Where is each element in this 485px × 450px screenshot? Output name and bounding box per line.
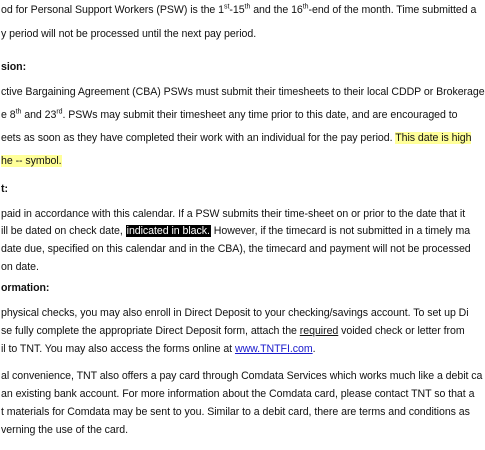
pay-period-line-2: y period will not be processed until the next pay period.	[1, 28, 257, 40]
superscript: th	[15, 108, 22, 116]
payment-line-2	[1, 225, 470, 238]
text-run: -15	[229, 4, 245, 16]
submission-line-4	[1, 155, 62, 168]
submission-line-3	[1, 132, 471, 145]
submission-line-2	[1, 109, 457, 122]
text-run: voided check or letter from	[338, 325, 465, 337]
text-run: and 23	[21, 109, 57, 121]
text-run: .	[312, 343, 316, 355]
information-line-5: an existing bank account. For more information about the Comdata card, please contact TNT so that a	[1, 388, 475, 400]
information-line-6: t materials for Comdata may be sent to you. Similar to a debit card, there are terms and conditions as	[1, 406, 470, 418]
text-run: e 8	[1, 109, 16, 121]
submission-heading: sion:	[1, 61, 27, 73]
superscript: th	[244, 3, 251, 11]
text-run: However, if the timecard is not submitted in a timely ma	[210, 225, 471, 237]
text-run: se fully complete the appropriate Direct Deposit form, attach the	[1, 325, 300, 337]
payment-line-3: date due, specified on this calendar and in the CBA), the timecard and payment will not be processed	[1, 243, 471, 255]
information-heading: ormation:	[1, 282, 50, 294]
superscript: th	[302, 3, 309, 11]
submission-line-1: ctive Bargaining Agreement (CBA) PSWs must submit their timesheets to their local CDDP or Brokerage	[1, 86, 485, 98]
information-line-1: physical checks, you may also enroll in Direct Deposit to your checking/savings account. To set up Di	[1, 307, 469, 319]
pay-period-line-1	[1, 4, 476, 17]
yellow-highlight: he -- symbol.	[1, 155, 62, 167]
payment-line-4: on date.	[1, 261, 39, 273]
text-run: . PSWs may submit their timesheet any time prior to this date, and are encouraged to	[62, 109, 458, 121]
text-run: eets as soon as they have completed their work with an individual for the pay period.	[1, 132, 396, 144]
payment-heading: t:	[1, 183, 8, 195]
information-line-4: al convenience, TNT also offers a pay card through Comdata Services which works much like a debit ca	[1, 370, 483, 382]
information-line-3	[1, 343, 316, 356]
information-line-7: verning the use of the card.	[1, 424, 128, 436]
superscript: st	[224, 3, 230, 11]
underlined-word: required	[299, 325, 339, 337]
text-run: il to TNT. You may also access the forms online at	[1, 343, 235, 355]
text-run: -end of the month. Time submitted a	[308, 4, 477, 16]
information-line-2	[1, 325, 465, 338]
text-run: od for Personal Support Workers (PSW) is the 1	[1, 4, 225, 16]
text-run: and the 16	[250, 4, 303, 16]
black-highlight: indicated in black.	[126, 225, 210, 237]
text-run: ill be dated on check date,	[1, 225, 126, 237]
superscript: rd	[56, 108, 63, 116]
yellow-highlight: This date is high	[395, 132, 472, 144]
payment-line-1: paid in accordance with this calendar. If a PSW submits their time-sheet on or prior to the date that it	[1, 208, 466, 220]
tntfi-link[interactable]: www.TNTFI.com	[234, 343, 313, 355]
